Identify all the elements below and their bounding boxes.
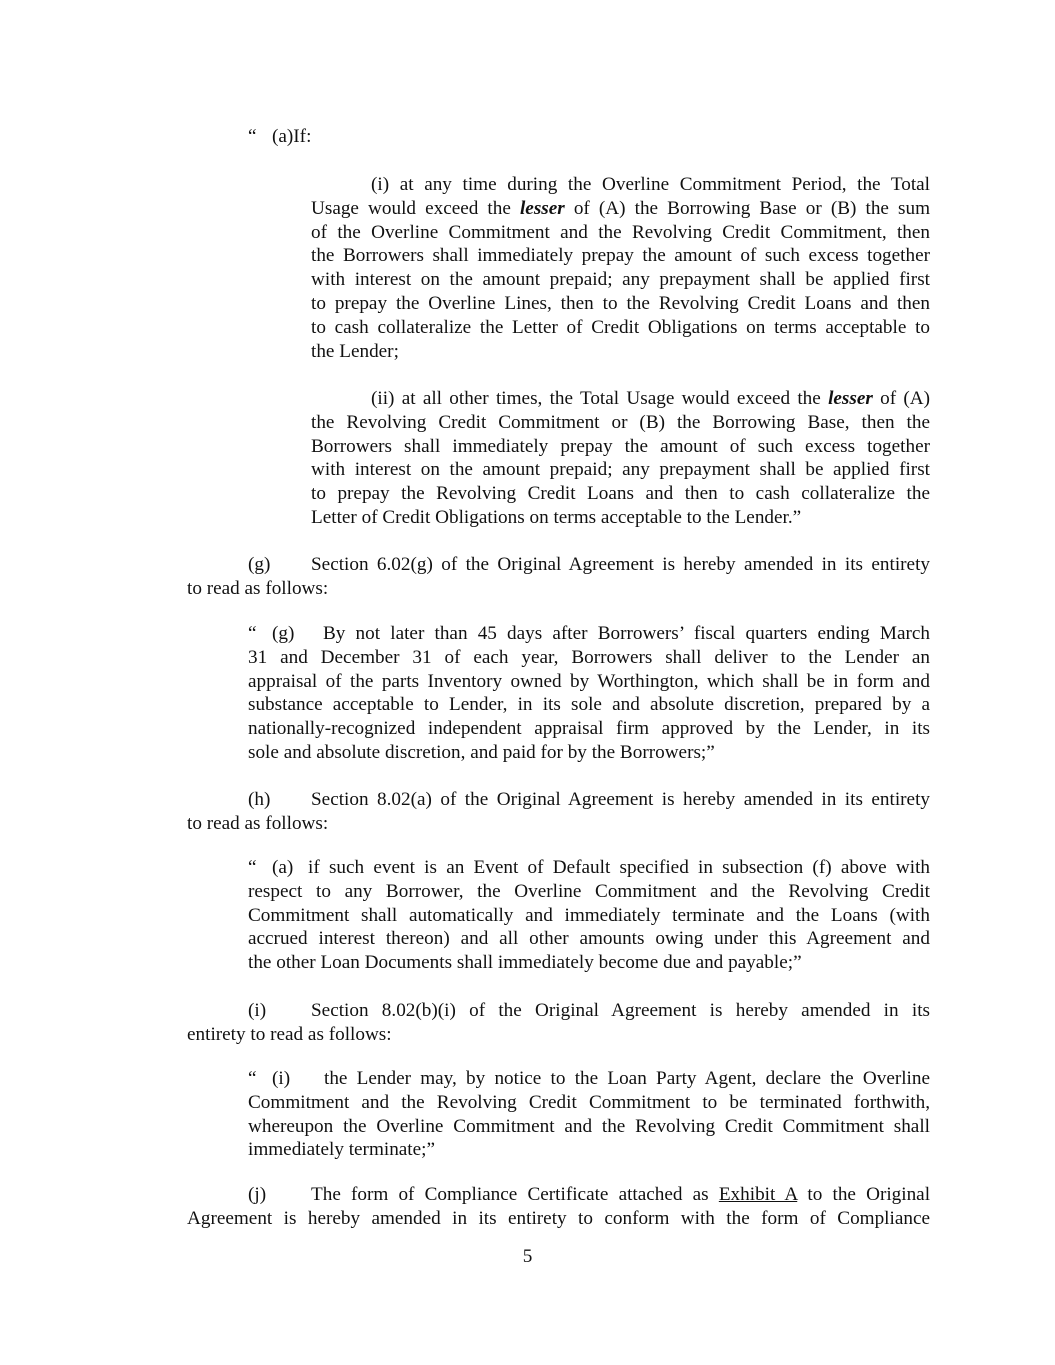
clause-label: (a) xyxy=(272,126,294,147)
subclause-i xyxy=(311,173,930,363)
open-quote: “ xyxy=(248,126,257,147)
text-line xyxy=(187,788,930,812)
text-run: of (A) the Borrowing Base or (B) the sum xyxy=(573,197,931,219)
text-line: to read as follows: xyxy=(187,577,329,599)
text-line xyxy=(187,1183,930,1207)
text-line: Letter of Credit Obligations on terms acceptable to the Lender.” xyxy=(311,506,802,528)
paragraph-label: (h) xyxy=(248,789,271,810)
text-run: of (A) xyxy=(880,388,931,409)
text-line xyxy=(248,622,930,646)
emphasis-lesser: lesser xyxy=(519,197,565,219)
text-line: entirety to read as follows: xyxy=(187,1023,392,1045)
clause-label: (a) xyxy=(272,857,294,878)
open-quote: “ xyxy=(248,1068,257,1089)
quote-g xyxy=(248,622,930,765)
text-run: if such event is an Event of Default specified in subsection (f) above with xyxy=(308,857,930,878)
text-run: Usage would exceed the xyxy=(311,197,511,219)
text-line: of the Overline Commitment and the Revolving Credit Commitment, then xyxy=(311,221,930,243)
subclause-ii xyxy=(311,387,930,530)
text-line xyxy=(311,387,930,411)
text-line: nationally-recognized independent appraisal firm approved by the Lender, in its xyxy=(248,718,930,740)
page-number: 5 xyxy=(522,1246,533,1267)
text-run: to the Original xyxy=(807,1184,931,1205)
text-line: to prepay the Revolving Credit Loans and then to cash collateralize the xyxy=(311,483,930,505)
text-line: accrued interest thereon) and all other amounts owing under this Agreement and xyxy=(248,928,930,950)
text-line: to read as follows: xyxy=(187,812,329,834)
paragraph-g xyxy=(187,553,930,601)
text-line: immediately terminate;” xyxy=(248,1139,436,1161)
quote-i xyxy=(248,1067,930,1162)
text-line: with interest on the amount prepaid; any prepayment shall be applied first xyxy=(311,269,930,291)
text-run: Section 8.02(a) of the Original Agreement is hereby amended in its entirety xyxy=(311,789,930,810)
text-run: By not later than 45 days after Borrowers’ fiscal quarters ending March xyxy=(323,623,930,644)
text-run: (ii) at all other times, the Total Usage would exceed the xyxy=(371,388,821,409)
text-line: the Lender; xyxy=(311,340,399,362)
text-line xyxy=(187,999,930,1023)
text-line: with interest on the amount prepaid; any prepayment shall be applied first xyxy=(311,459,930,481)
text-run: Section 8.02(b)(i) of the Original Agreement is hereby amended in its xyxy=(311,1000,930,1021)
clause-label: (g) xyxy=(272,623,295,644)
text-line: substance acceptable to Lender, in its sole and absolute discretion, prepared by a xyxy=(248,694,930,716)
paragraph-label: (j) xyxy=(248,1184,267,1205)
text-run: the Lender may, by notice to the Loan Party Agent, declare the Overline xyxy=(324,1068,930,1089)
text-line: the Revolving Credit Commitment or (B) the Borrowing Base, then the xyxy=(311,411,930,433)
text-line: sole and absolute discretion, and paid for by the Borrowers;” xyxy=(248,741,715,763)
open-quote: “ xyxy=(248,623,257,644)
clause-label: (i) xyxy=(272,1068,291,1089)
text-line xyxy=(311,197,930,221)
exhibit-a-link[interactable]: Exhibit A xyxy=(718,1184,798,1205)
emphasis-lesser: lesser xyxy=(828,388,873,409)
text-line: whereupon the Overline Commitment and the Revolving Credit Commitment shall xyxy=(248,1115,930,1137)
text-line: Commitment and the Revolving Credit Commitment to be terminated forthwith, xyxy=(248,1091,930,1113)
text-line xyxy=(248,1067,930,1091)
paragraph-h xyxy=(187,788,930,836)
paragraph-label: (i) xyxy=(248,1000,267,1021)
text-line: appraisal of the parts Inventory owned by Worthington, which shall be in form and xyxy=(248,670,930,692)
paragraph-label: (g) xyxy=(248,554,271,575)
text-line xyxy=(187,553,930,577)
quote-h xyxy=(248,856,930,975)
open-quote: “ xyxy=(248,857,257,878)
text-run: The form of Compliance Certificate attached as xyxy=(311,1184,709,1205)
text-line xyxy=(248,856,930,880)
paragraph-j xyxy=(187,1183,930,1231)
text-run: Section 6.02(g) of the Original Agreement is hereby amended in its entirety xyxy=(311,554,930,575)
text-line: to cash collateralize the Letter of Credit Obligations on terms acceptable to xyxy=(311,316,930,338)
text-line: Commitment shall automatically and immediately terminate and the Loans (with xyxy=(248,904,930,926)
text-line: Agreement is hereby amended in its entirety to conform with the form of Compliance xyxy=(187,1207,930,1229)
text-line: the Borrowers shall immediately prepay the amount of such excess together xyxy=(311,245,930,267)
text-line: to prepay the Overline Lines, then to the Revolving Credit Loans and then xyxy=(311,292,930,314)
paragraph-i xyxy=(187,999,930,1047)
clause-text: If: xyxy=(293,126,312,147)
quote-a-heading xyxy=(248,125,311,149)
text-line: (i) at any time during the Overline Commitment Period, the Total xyxy=(371,174,930,195)
text-line: the other Loan Documents shall immediately become due and payable;” xyxy=(248,952,802,974)
text-line: Borrowers shall immediately prepay the amount of such excess together xyxy=(311,435,930,457)
text-line: respect to any Borrower, the Overline Commitment and the Revolving Credit xyxy=(248,880,930,902)
text-line: 31 and December 31 of each year, Borrowers shall deliver to the Lender an xyxy=(248,646,930,668)
